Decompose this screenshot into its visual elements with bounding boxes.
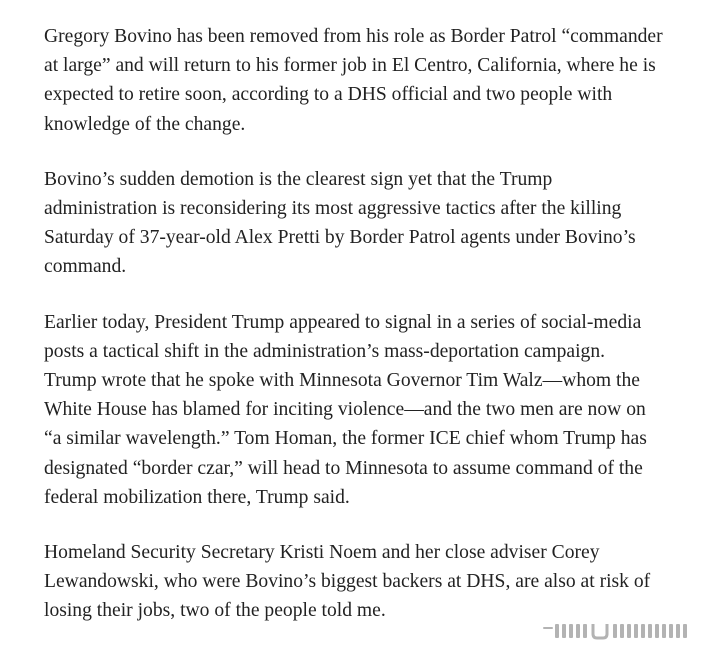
text-line: Saturday of 37-year-old Alex Pretti by Border Patrol agents under Bovino’s	[44, 227, 636, 249]
watermark-logo-icon	[543, 621, 693, 641]
text-line: White House has blamed for inciting violence—and the two men are now on	[44, 399, 646, 421]
text-line: at large” and will return to his former job in El Centro, California, where he is	[44, 55, 656, 77]
paragraph-2	[44, 165, 684, 282]
paragraph-1	[44, 22, 684, 139]
text-line: administration is reconsidering its most aggressive tactics after the killing	[44, 198, 622, 220]
text-line: Gregory Bovino has been removed from his role as Border Patrol “commander	[44, 26, 663, 47]
text-line: Earlier today, President Trump appeared to signal in a series of social-media	[44, 311, 642, 333]
text-line: losing their jobs, two of the people told me.	[44, 600, 386, 622]
watermark-logo-icon	[543, 621, 693, 641]
text-line: expected to retire soon, according to a DHS official and two people with	[44, 84, 613, 106]
paragraph-3	[44, 308, 684, 512]
text-line: designated “border czar,” will head to Minnesota to assume command of the	[44, 457, 643, 479]
text-line: command.	[44, 256, 127, 278]
paragraph-4	[44, 538, 684, 626]
text-line: knowledge of the change.	[44, 113, 246, 135]
article-body	[44, 22, 684, 652]
text-line: Lewandowski, who were Bovino’s biggest backers at DHS, are also at risk of	[44, 571, 651, 593]
text-line: federal mobilization there, Trump said.	[44, 486, 350, 508]
text-line: posts a tactical shift in the administration’s mass-deportation campaign.	[44, 340, 606, 362]
text-line: Homeland Security Secretary Kristi Noem and her close adviser Corey	[44, 542, 600, 564]
text-line: “a similar wavelength.” Tom Homan, the former ICE chief whom Trump has	[44, 428, 647, 450]
text-line: Trump wrote that he spoke with Minnesota Governor Tim Walz—whom the	[44, 370, 640, 392]
text-line: Bovino’s sudden demotion is the clearest sign yet that the Trump	[44, 168, 553, 190]
